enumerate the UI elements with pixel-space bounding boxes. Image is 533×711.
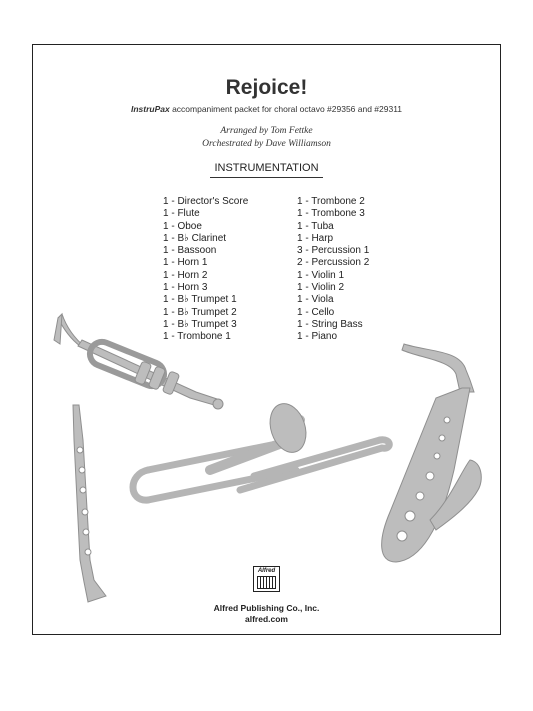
instrument-item: 1 - Bassoon: [163, 245, 217, 257]
instrument-item: 2 - Percussion 2: [297, 257, 370, 269]
trumpet-illustration: [54, 314, 223, 409]
instrument-item: 1 - Director's Score: [163, 196, 249, 207]
instrument-item: 1 - Piano: [297, 331, 338, 343]
instrument-item: 3 - Percussion 1: [297, 245, 370, 257]
instrument-item: 1 - Violin 1: [297, 269, 345, 281]
instrument-item: 1 - B♭ Clarinet: [163, 232, 227, 244]
instrument-item: 1 - B♭ Trumpet 3: [163, 318, 237, 330]
publisher-name: Alfred Publishing Co., Inc.: [213, 603, 320, 613]
clarinet-illustration: [73, 405, 106, 602]
instrument-item: 1 - Horn 1: [163, 257, 208, 269]
instrument-item: 1 - Trombone 3: [297, 208, 365, 220]
publisher-website[interactable]: alfred.com: [245, 614, 288, 624]
instrument-item: 1 - Violin 2: [297, 282, 345, 294]
instrument-item: 1 - Cello: [297, 306, 335, 318]
subtitle-brand: InstruPax: [130, 104, 170, 114]
instrument-item: 1 - Trombone 1: [163, 331, 231, 343]
instrument-item: 1 - Horn 2: [163, 269, 208, 281]
logo-text: Alfred: [257, 568, 276, 574]
instrument-item: 1 - Viola: [297, 294, 334, 306]
instrument-item: 1 - B♭ Trumpet 1: [163, 294, 237, 306]
orchestrated-by: Orchestrated by Dave Williamson: [202, 139, 331, 149]
instrument-item: 1 - String Bass: [297, 318, 363, 330]
score-title: Rejoice!: [225, 76, 308, 99]
instrument-item: 1 - Flute: [163, 208, 200, 220]
saxophone-illustration: [382, 344, 482, 562]
instrument-item: 1 - Trombone 2: [297, 196, 365, 207]
alfred-logo: [253, 566, 280, 592]
instrumentation-heading: INSTRUMENTATION: [210, 162, 323, 178]
publisher-info: [0, 603, 533, 625]
instrument-item: 1 - Horn 3: [163, 282, 208, 294]
logo-keyboard: [257, 576, 276, 589]
trombone-illustration: [133, 420, 389, 500]
subtitle-text: accompaniment packet for choral octavo #29356 and #29311: [169, 104, 403, 114]
arranged-by: Arranged by Tom Fettke: [220, 126, 313, 136]
instrument-item: 1 - B♭ Trumpet 2: [163, 306, 237, 318]
instrument-item: 1 - Harp: [297, 232, 334, 244]
instrument-item: 1 - Tuba: [297, 220, 334, 232]
instrument-item: 1 - Oboe: [163, 220, 202, 232]
